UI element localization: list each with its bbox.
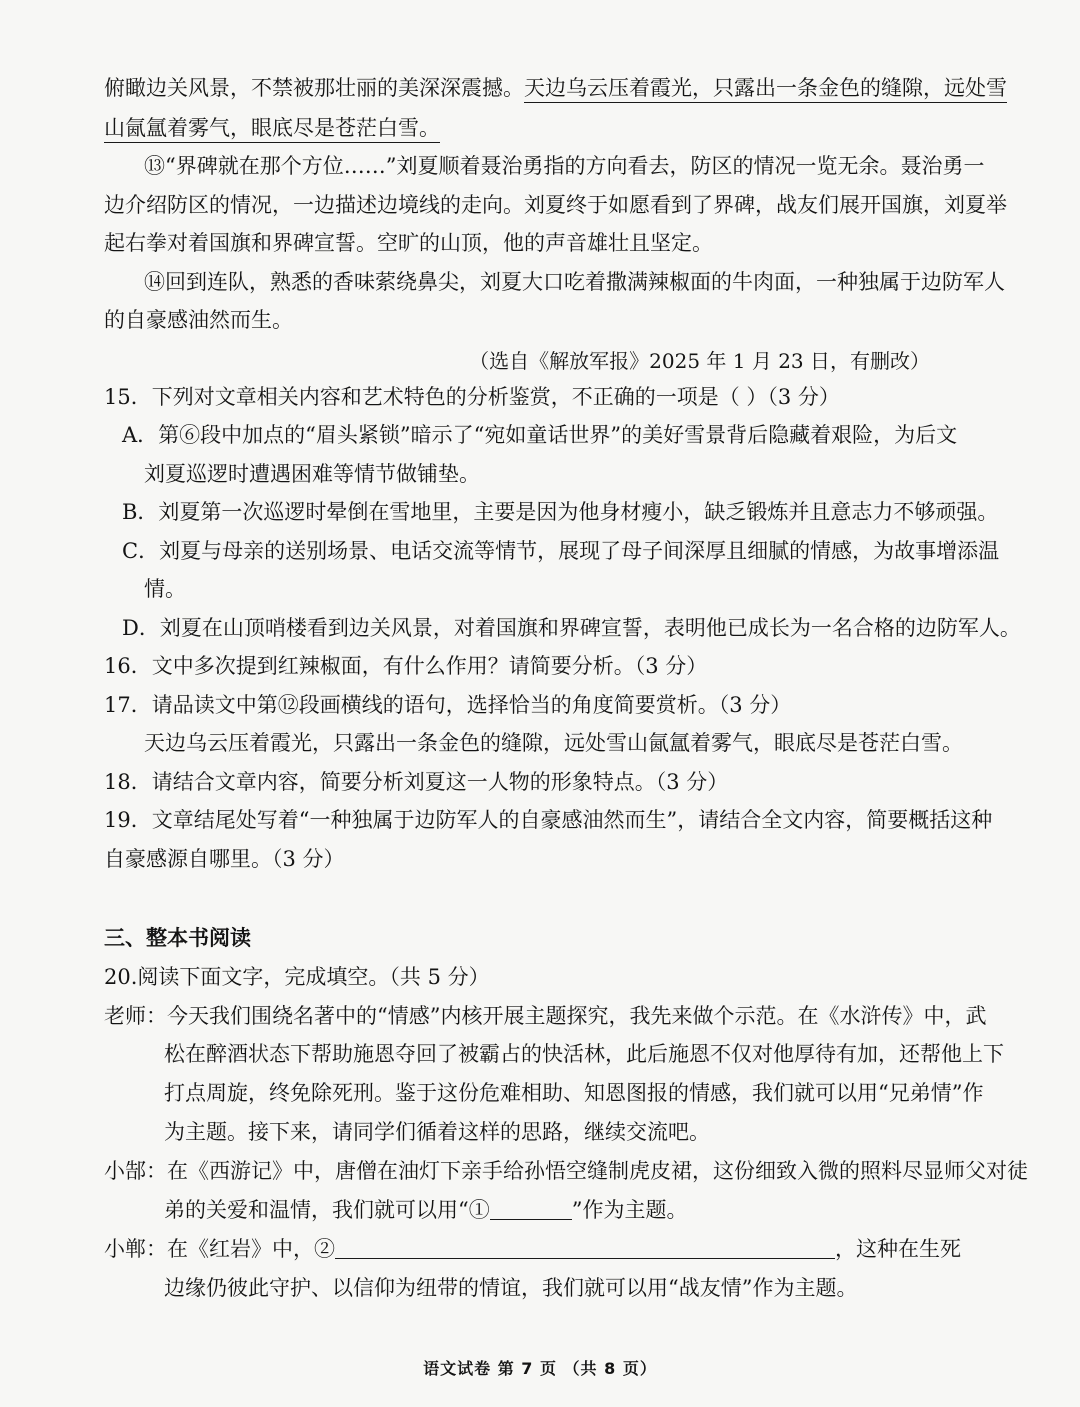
teacher-line: 松在醉酒状态下帮助施恩夺回了被霸占的快活林，此后施恩不仅对他厚待有加，还帮他上下 (164, 1042, 1004, 1066)
student-line (164, 1196, 950, 1224)
underlined-sentence: 天边乌云压着霞光，只露出一条金色的缝隙，远处雪 (524, 76, 1007, 103)
question-19: 19．文章结尾处写着“一种独属于边防军人的自豪感油然而生”，请结合全文内容，简要概括这种 (104, 808, 993, 832)
question-20: 20.阅读下面文字，完成填空。（共 5 分） (104, 965, 490, 989)
passage-text: 俯瞰边关风景，不禁被那壮丽的美深深震撼。 (104, 76, 524, 100)
underlined-sentence: 山氤氲着雾气，眼底尽是苍茫白雪。 (104, 116, 440, 143)
passage-line: 起右拳对着国旗和界碑宣誓。空旷的山顶，他的声音雄壮且坚定。 (104, 231, 713, 255)
student-text: ，这种在生死 (835, 1237, 961, 1261)
section-heading: 三、整本书阅读 (104, 926, 251, 950)
student-line (104, 1235, 961, 1263)
option-c-cont: 情。 (144, 577, 186, 601)
question-17: 17．请品读文中第⑫段画横线的语句，选择恰当的角度简要赏析。（3 分） (104, 693, 792, 717)
teacher-line: 为主题。接下来，请同学们循着这样的思路，继续交流吧。 (164, 1120, 710, 1144)
option-b: B．刘夏第一次巡逻时晕倒在雪地里，主要是因为他身材瘦小，缺乏锻炼并且意志力不够顽强。 (122, 500, 999, 524)
question-15: 15．下列对文章相关内容和艺术特色的分析鉴赏，不正确的一项是（ ）（3 分） (104, 385, 840, 409)
page-footer: 语文试卷 第 7 页 （共 8 页） (423, 1359, 657, 1378)
passage-line: 边介绍防区的情况，一边描述边境线的走向。刘夏终于如愿看到了界碑，战友们展开国旗，刘夏举 (104, 193, 1007, 217)
option-a-cont: 刘夏巡逻时遭遇困难等情节做铺垫。 (144, 462, 480, 486)
student-text: ”作为主题。 (571, 1198, 688, 1222)
teacher-line: 老师：今天我们围绕名著中的“情感”内核开展主题探究，我先来做个示范。在《水浒传》中，武 (104, 1004, 987, 1028)
student-text: 弟的关爱和温情，我们就可以用“① (164, 1198, 490, 1222)
passage-line: 的自豪感油然而生。 (104, 308, 293, 332)
question-17-quote: 天边乌云压着霞光，只露出一条金色的缝隙，远处雪山氤氲着雾气，眼底尽是苍茫白雪。 (144, 731, 963, 755)
question-16: 16．文中多次提到红辣椒面，有什么作用？请简要分析。（3 分） (104, 654, 708, 678)
paragraph-14: ⑭回到连队，熟悉的香味萦绕鼻尖，刘夏大口吃着撒满辣椒面的牛肉面，一种独属于边防军人 (144, 270, 1005, 294)
passage-line (104, 114, 950, 142)
fill-blank-2[interactable] (335, 1236, 835, 1259)
student-text: 小郸：在《红岩》中，② (104, 1237, 335, 1261)
paragraph-13: ⑬“界碑就在那个方位……”刘夏顺着聂治勇指的方向看去，防区的情况一览无余。聂治勇一 (144, 154, 985, 178)
question-19-cont: 自豪感源自哪里。（3 分） (104, 847, 345, 871)
option-d: D．刘夏在山顶哨楼看到边关风景，对着国旗和界碑宣誓，表明他已成长为一名合格的边防军人。 (122, 616, 1021, 640)
student-line: 小郜：在《西游记》中，唐僧在油灯下亲手给孙悟空缝制虎皮裙，这份细致入微的照料尽显师父对徒 (104, 1159, 1028, 1183)
option-a: A．第⑥段中加点的“眉头紧锁”暗示了“宛如童话世界”的美好雪景背后隐藏着艰险，为后文 (122, 423, 958, 447)
fill-blank-1[interactable] (490, 1197, 572, 1220)
teacher-line: 打点周旋，终免除死刑。鉴于这份危难相助、知恩图报的情感，我们就可以用“兄弟情”作 (164, 1081, 984, 1105)
student-line: 边缘仍彼此守护、以信仰为纽带的情谊，我们就可以用“战友情”作为主题。 (164, 1276, 858, 1300)
question-18: 18．请结合文章内容，简要分析刘夏这一人物的形象特点。（3 分） (104, 770, 729, 794)
option-c: C．刘夏与母亲的送别场景、电话交流等情节，展现了母子间深厚且细腻的情感，为故事增添温 (122, 539, 1000, 563)
source-citation: （选自《解放军报》2025 年 1 月 23 日，有删改） (469, 349, 930, 373)
passage-line (104, 74, 1007, 102)
